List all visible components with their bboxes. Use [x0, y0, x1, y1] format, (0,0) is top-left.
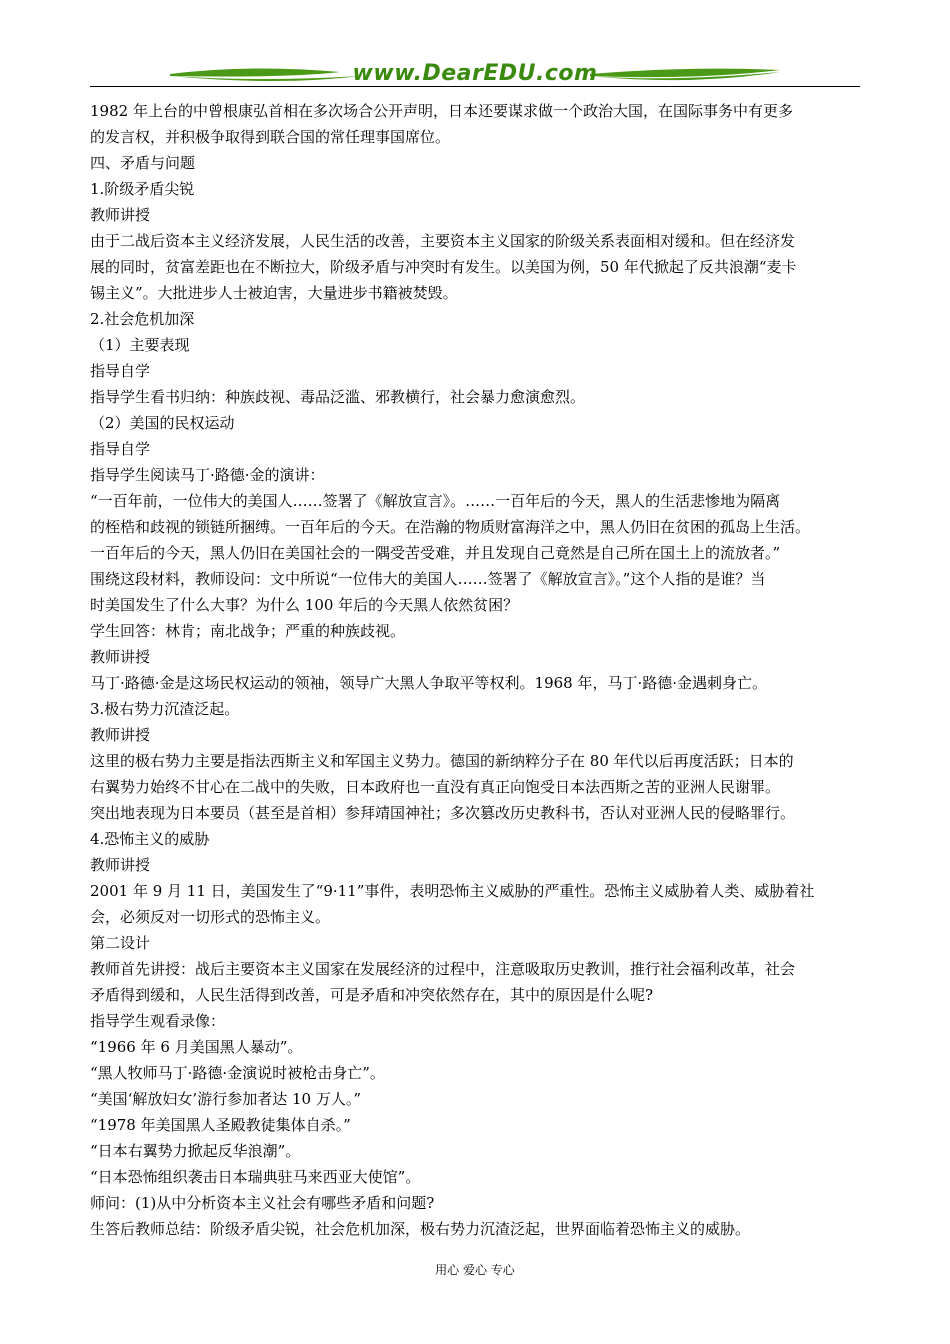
text-line: 锡主义”。大批进步人士被迫害，大量进步书籍被焚毁。 — [90, 284, 458, 302]
section-heading: 四、矛盾与问题 — [90, 154, 196, 172]
subsection-heading: 1.阶级矛盾尖锐 — [90, 180, 195, 198]
text-line: 时美国发生了什么大事？为什么 100 年后的今天黑人依然贫困？ — [90, 596, 519, 614]
site-logo: www.DearEDU.com — [352, 61, 598, 86]
text-line: 指导自学 — [90, 362, 151, 380]
text-line: 围绕这段材料，教师设问：文中所说“一位伟大的美国人……签署了《解放宣言》。”这个人指的是谁？当 — [90, 570, 766, 588]
subsection-heading: 3.极右势力沉渣泛起。 — [90, 700, 240, 718]
text-line: 会，必须反对一切形式的恐怖主义。 — [90, 908, 331, 926]
text-line: 教师讲授 — [90, 206, 151, 224]
text-line: 由于二战后资本主义经济发展，人民生活的改善，主要资本主义国家的阶级关系表面相对缓和。但在经济发 — [90, 232, 796, 250]
page-footer: 用心 爱心 专心 — [435, 1263, 515, 1277]
text-line: 马丁·路德·金是这场民权运动的领袖，领导广大黑人争取平等权利。1968 年，马丁·路德·金遇刺身亡。 — [90, 674, 768, 692]
list-item: “日本恐怖组织袭击日本瑞典驻马来西亚大使馆”。 — [90, 1168, 421, 1186]
list-item: “1966 年 6 月美国黑人暴动”。 — [90, 1038, 303, 1056]
text-line: 指导自学 — [90, 440, 151, 458]
text-line: 突出地表现为日本要员（甚至是首相）参拜靖国神社；多次篡改历史教科书，否认对亚洲人民的侵略罪行。 — [90, 804, 796, 822]
text-line: 教师讲授 — [90, 648, 151, 666]
quote-line: “一百年前，一位伟大的美国人……签署了《解放宣言》。……一百年后的今天，黑人的生活悲惨地为隔离 — [90, 492, 781, 510]
text-line: 教师首先讲授：战后主要资本主义国家在发展经济的过程中，注意吸取历史教训，推行社会福利改革，社会 — [90, 960, 796, 978]
subsection-heading: 4.恐怖主义的威胁 — [90, 830, 210, 848]
text-line: 学生回答：林肯；南北战争；严重的种族歧视。 — [90, 622, 406, 640]
text-line: 师问：(1)从中分析资本主义社会有哪些矛盾和问题? — [90, 1194, 435, 1212]
text-line: 教师讲授 — [90, 856, 151, 874]
list-item: “黑人牧师马丁·路德·金演说时被枪击身亡”。 — [90, 1064, 385, 1082]
text-line: 指导学生阅读马丁·路德·金的演讲： — [90, 466, 325, 484]
text-line: 1982 年上台的中曾根康弘首相在多次场合公开声明，日本还要谋求做一个政治大国，在国际事务中有更多 — [90, 102, 793, 120]
text-line: 教师讲授 — [90, 726, 151, 744]
quote-line: 的桎梏和歧视的锁链所捆缚。一百年后的今天。在浩瀚的物质财富海洋之中，黑人仍旧在贫困的孤岛上生活。 — [90, 518, 811, 536]
subsection-heading: 2.社会危机加深 — [90, 310, 195, 328]
document-body — [90, 98, 865, 1242]
text-line: 指导学生观看录像： — [90, 1012, 226, 1030]
header-divider — [90, 86, 860, 87]
text-line: （1）主要表现 — [90, 336, 190, 354]
text-line: 这里的极右势力主要是指法西斯主义和军国主义势力。德国的新纳粹分子在 80 年代以后再度活跃；日本的 — [90, 752, 794, 770]
list-item: “1978 年美国黑人圣殿教徒集体自杀。” — [90, 1116, 351, 1134]
text-line: （2）美国的民权运动 — [90, 414, 235, 432]
text-line: 的发言权，并积极争取得到联合国的常任理事国席位。 — [90, 128, 451, 146]
quote-line: 一百年后的今天，黑人仍旧在美国社会的一隅受苦受难，并且发现自己竟然是自己所在国土上的流放者。” — [90, 544, 781, 562]
text-line: 指导学生看书归纳：种族歧视、毒品泛滥、邪教横行，社会暴力愈演愈烈。 — [90, 388, 586, 406]
text-line: 右翼势力始终不甘心在二战中的失败，日本政府也一直没有真正向饱受日本法西斯之苦的亚洲人民谢罪。 — [90, 778, 781, 796]
text-line: 展的同时，贫富差距也在不断拉大，阶级矛盾与冲突时有发生。以美国为例，50 年代掀起了反共浪潮“麦卡 — [90, 258, 797, 276]
text-line: 2001 年 9 月 11 日，美国发生了“9·11”事件，表明恐怖主义威胁的严重性。恐怖主义威胁着人类、威胁着社 — [90, 882, 815, 900]
section-heading: 第二设计 — [90, 934, 151, 952]
text-line: 生答后教师总结：阶级矛盾尖锐，社会危机加深，极右势力沉渣泛起，世界面临着恐怖主义的威胁。 — [90, 1220, 751, 1238]
text-line: 矛盾得到缓和，人民生活得到改善，可是矛盾和冲突依然存在，其中的原因是什么呢? — [90, 986, 654, 1004]
list-item: “美国‘解放妇女’游行参加者达 10 万人。” — [90, 1090, 361, 1108]
list-item: “日本右翼势力掀起反华浪潮”。 — [90, 1142, 301, 1160]
